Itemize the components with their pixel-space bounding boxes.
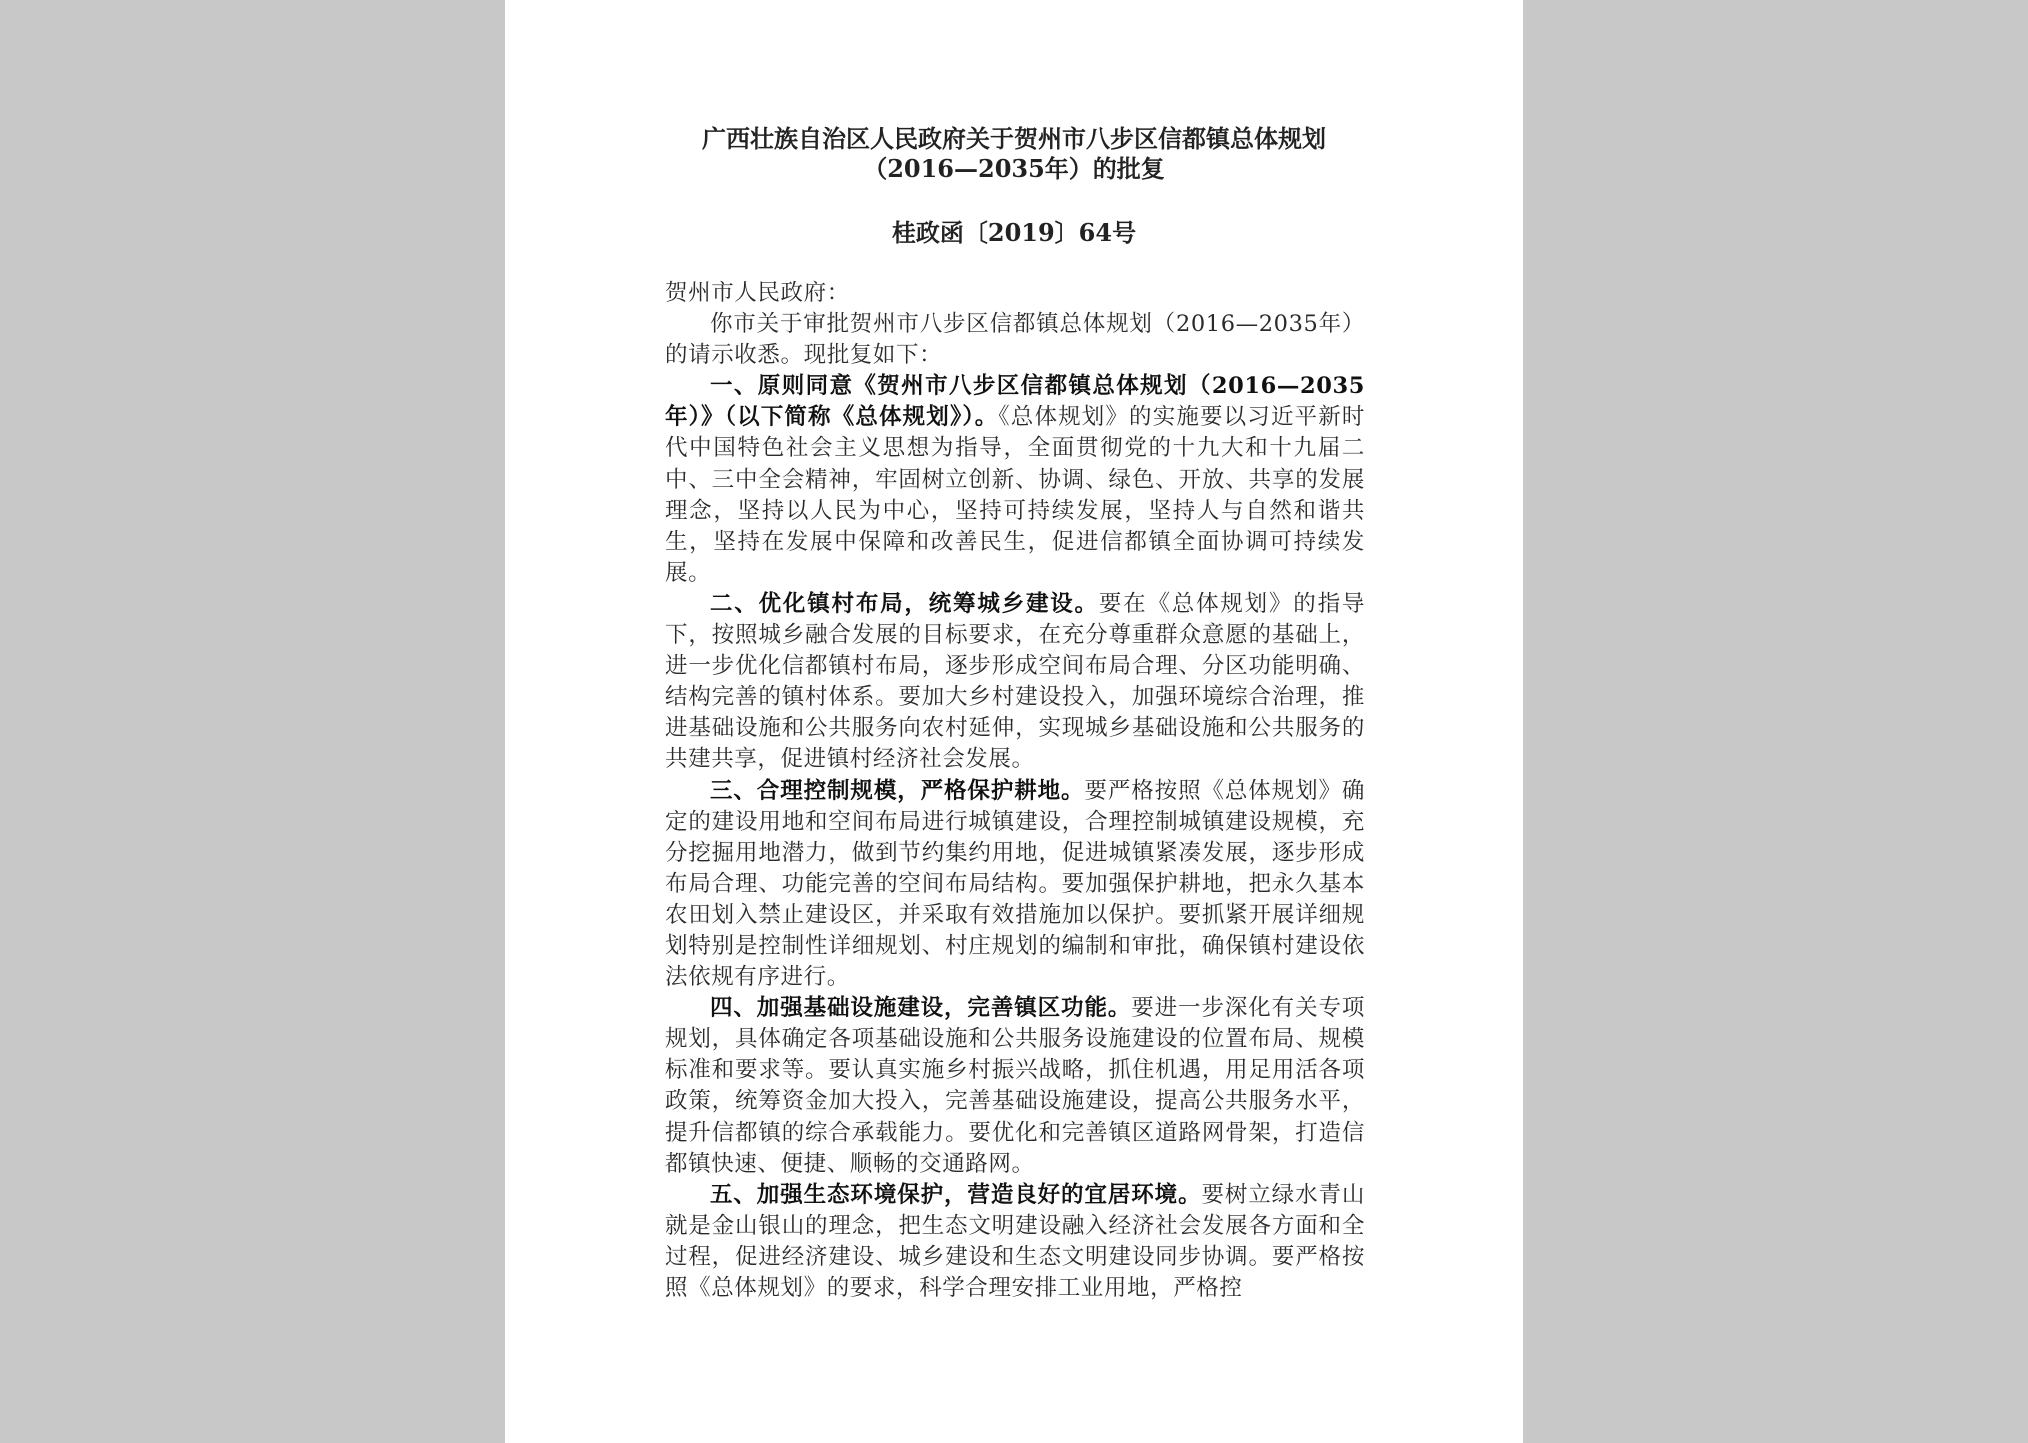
section-paragraph-4 [665, 993, 1365, 1180]
section-paragraph-3 [665, 776, 1365, 994]
document-title-line1: 广西壮族自治区人民政府关于贺州市八步区信都镇总体规划 [702, 124, 1326, 153]
document-body [665, 278, 1365, 1304]
document-number: 桂政函〔2019〕64号 [891, 218, 1137, 247]
section-heading-2: 二、优化镇村布局，统筹城乡建设。 [710, 590, 1099, 617]
section-text-3: 要严格按照《总体规划》确定的建设用地和空间布局进行城镇建设，合理控制城镇建设规模，充分挖掘用地潜力，做到节约集约用地，促进城镇紧凑发展，逐步形成布局合理、功能完善的空间布局结构。要加强保护耕地，把永久基本农田划入禁止建设区，并采取有效措施加以保护。要抓紧开展详细规划特别是控制性详细规划、村庄规划的编制和审批，确保镇村建设依法依规有序进行。 [665, 777, 1365, 991]
section-heading-3: 三、合理控制规模，严格保护耕地。 [710, 777, 1085, 804]
section-paragraph-5 [665, 1180, 1365, 1304]
salutation: 贺州市人民政府： [665, 280, 850, 306]
section-text-4: 要进一步深化有关专项规划，具体确定各项基础设施和公共服务设施建设的位置布局、规模标准和要求等。要认真实施乡村振兴战略，抓住机遇，用足用活各项政策，统筹资金加大投入，完善基础设施建设，提高公共服务水平，提升信都镇的综合承载能力。要优化和完善镇区道路网骨架，打造信都镇快速、便捷、顺畅的交通路网。 [665, 995, 1365, 1177]
section-text-2: 要在《总体规划》的指导下，按照城乡融合发展的目标要求，在充分尊重群众意愿的基础上，进一步优化信都镇村布局，逐步形成空间布局合理、分区功能明确、结构完善的镇村体系。要加大乡村建设投入，加强环境综合治理，推进基础设施和公共服务向农村延伸，实现城乡基础设施和公共服务的共建共享，促进镇村经济社会发展。 [665, 590, 1365, 773]
section-heading-4: 四、加强基础设施建设，完善镇区功能。 [710, 995, 1132, 1022]
document-page [505, 0, 1523, 1443]
section-paragraph-2 [665, 589, 1365, 776]
document-title-line2: （2016—2035年）的批复 [863, 154, 1165, 183]
section-heading-1: 一、原则同意《贺州市八步区信都镇总体规划（2016—2035年）》（以下简称《总体规划》）。 [665, 373, 1365, 431]
intro-paragraph: 你市关于审批贺州市八步区信都镇总体规划（2016—2035年）的请示收悉。现批复如下： [665, 311, 1365, 369]
section-text-1: 《总体规划》的实施要以习近平新时代中国特色社会主义思想为指导，全面贯彻党的十九大和十九届二中、三中全会精神，牢固树立创新、协调、绿色、开放、共享的发展理念，坚持以人民为中心，坚持可持续发展，坚持人与自然和谐共生，坚持在发展中保障和改善民生，促进信都镇全面协调可持续发展。 [665, 404, 1365, 586]
section-paragraph-1 [665, 371, 1365, 589]
section-text-5: 要树立绿水青山就是金山银山的理念，把生态文明建设融入经济社会发展各方面和全过程，促进经济建设、城乡建设和生态文明建设同步协调。要严格按照《总体规划》的要求，科学合理安排工业用地，严格控 [665, 1181, 1365, 1301]
section-heading-5: 五、加强生态环境保护，营造良好的宜居环境。 [710, 1181, 1202, 1208]
